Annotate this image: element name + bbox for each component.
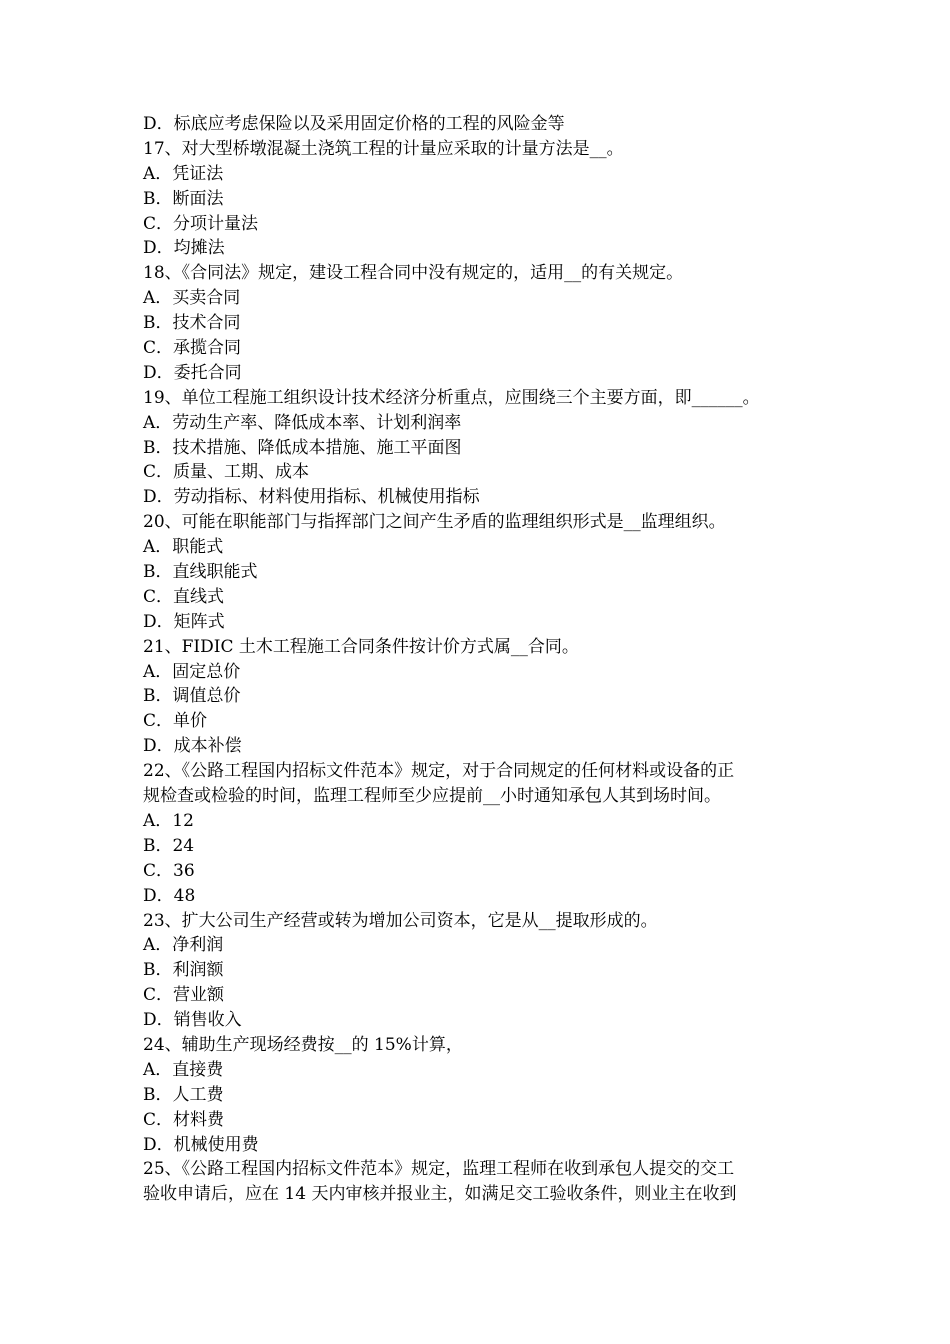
answer-option: A．职能式: [143, 537, 224, 558]
answer-option: A．凭证法: [143, 163, 224, 184]
answer-option: D．标底应考虑保险以及采用固定价格的工程的风险金等: [143, 114, 565, 134]
answer-option: A．固定总价: [143, 661, 241, 682]
answer-option: D．均摊法: [143, 238, 225, 259]
question-stem: 17、对大型桥墩混凝土浇筑工程的计量应采取的计量方法是__。: [143, 138, 624, 159]
answer-option: D．劳动指标、材料使用指标、机械使用指标: [143, 487, 480, 508]
document-body: [143, 112, 811, 1207]
answer-option: C．材料费: [143, 1109, 225, 1130]
answer-option: D．销售收入: [143, 1010, 242, 1031]
answer-option: C．质量、工期、成本: [143, 462, 310, 483]
answer-option: A．直接费: [143, 1059, 224, 1080]
answer-option: C．承揽合同: [143, 338, 242, 359]
answer-option: B．技术措施、降低成本措施、施工平面图: [143, 437, 462, 458]
answer-option: B．直线职能式: [143, 562, 258, 583]
answer-option: B．调值总价: [143, 686, 241, 707]
answer-option: C．36: [143, 860, 195, 881]
answer-option: D．机械使用费: [143, 1134, 259, 1155]
answer-option: C．直线式: [143, 586, 225, 607]
answer-option: A．12: [143, 810, 194, 831]
answer-option: D．矩阵式: [143, 611, 225, 632]
question-stem: 18、《合同法》规定，建设工程合同中没有规定的，适用__的有关规定。: [143, 263, 684, 284]
answer-option: A．劳动生产率、降低成本率、计划利润率: [143, 412, 462, 433]
question-stem: 22、《公路工程国内招标文件范本》规定，对于合同规定的任何材料或设备的正: [143, 761, 735, 782]
answer-option: C．营业额: [143, 985, 225, 1006]
answer-option: A．净利润: [143, 935, 224, 956]
answer-option: B．24: [143, 835, 195, 856]
answer-option: D．48: [143, 885, 196, 906]
question-stem: 21、FIDIC 土木工程施工合同条件按计价方式属__合同。: [143, 636, 579, 657]
text-line: 验收申请后，应在 14 天内审核并报业主，如满足交工验收条件，则业主在收到: [143, 1184, 737, 1205]
answer-option: B．人工费: [143, 1084, 224, 1105]
question-stem: 20、可能在职能部门与指挥部门之间产生矛盾的监理组织形式是__监理组织。: [143, 512, 726, 533]
answer-option: A．买卖合同: [143, 288, 241, 309]
question-stem: 19、单位工程施工组织设计技术经济分析重点，应围绕三个主要方面，即______。: [143, 387, 760, 408]
answer-option: B．断面法: [143, 188, 224, 209]
answer-option: C．单价: [143, 711, 208, 732]
answer-option: C．分项计量法: [143, 213, 259, 234]
text-line: 规检查或检验的时间，监理工程师至少应提前__小时通知承包人其到场时间。: [143, 786, 721, 807]
question-stem: 25、《公路工程国内招标文件范本》规定，监理工程师在收到承包人提交的交工: [143, 1159, 735, 1180]
answer-option: D．委托合同: [143, 362, 242, 383]
answer-option: D．成本补偿: [143, 736, 242, 757]
answer-option: B．利润额: [143, 960, 224, 981]
question-stem: 23、扩大公司生产经营或转为增加公司资本，它是从__提取形成的。: [143, 910, 658, 931]
answer-option: B．技术合同: [143, 313, 241, 334]
question-stem: 24、辅助生产现场经费按__的 15%计算，: [143, 1034, 463, 1055]
